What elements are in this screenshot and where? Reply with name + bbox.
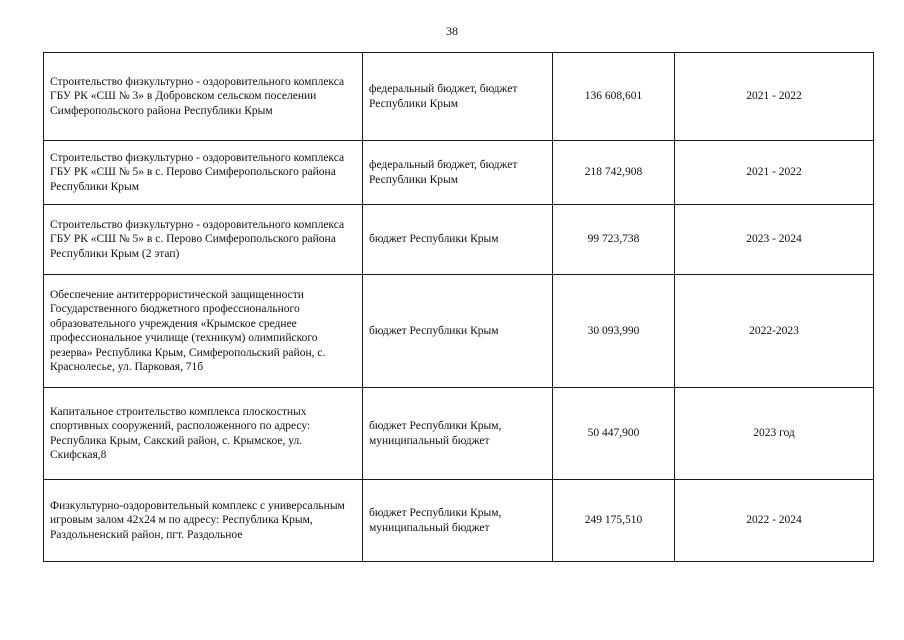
funding-table: [43, 52, 874, 562]
funding-source-cell: бюджет Республики Крым, муниципальный бюджет: [363, 388, 553, 480]
project-name-cell: Обеспечение антитеррористической защищенности Государственного бюджетного профессионального образовательного учреждения «Крымское среднее профессиональное училище (техникум) олимпийского резерва» Республика Крым, Симферопольский район, с. Краснолесье, ул. Парковая, 71б: [44, 275, 363, 388]
amount-cell: 218 742,908: [553, 141, 675, 205]
period-cell: 2022-2023: [675, 275, 874, 388]
table-row: [44, 388, 874, 480]
amount-cell: 99 723,738: [553, 205, 675, 275]
project-name-cell: Строительство физкультурно - оздоровительного комплекса ГБУ РК «СШ № 3» в Добровском сельском поселении Симферопольского района Республики Крым: [44, 53, 363, 141]
funding-source-cell: бюджет Республики Крым: [363, 205, 553, 275]
funding-source-cell: федеральный бюджет, бюджет Республики Крым: [363, 53, 553, 141]
project-name-cell: Физкультурно-оздоровительный комплекс с универсальным игровым залом 42x24 м по адресу: Республика Крым, Раздольненский район, пгт. Раздольное: [44, 480, 363, 562]
period-cell: 2021 - 2022: [675, 53, 874, 141]
funding-source-cell: федеральный бюджет, бюджет Республики Крым: [363, 141, 553, 205]
table-row: [44, 53, 874, 141]
table-row: [44, 141, 874, 205]
project-name-cell: Капитальное строительство комплекса плоскостных спортивных сооружений, расположенного по адресу: Республика Крым, Сакский район, с. Крымское, ул. Скифская,8: [44, 388, 363, 480]
amount-cell: 50 447,900: [553, 388, 675, 480]
period-cell: 2021 - 2022: [675, 141, 874, 205]
period-cell: 2023 - 2024: [675, 205, 874, 275]
table-row: [44, 480, 874, 562]
project-name-cell: Строительство физкультурно - оздоровительного комплекса ГБУ РК «СШ № 5» в с. Перово Симферопольского района Республики Крым (2 этап): [44, 205, 363, 275]
amount-cell: 249 175,510: [553, 480, 675, 562]
amount-cell: 136 608,601: [553, 53, 675, 141]
page-number: 38: [446, 24, 458, 38]
project-name-cell: Строительство физкультурно - оздоровительного комплекса ГБУ РК «СШ № 5» в с. Перово Симферопольского района Республики Крым: [44, 141, 363, 205]
table-row: [44, 275, 874, 388]
funding-source-cell: бюджет Республики Крым: [363, 275, 553, 388]
period-cell: 2022 - 2024: [675, 480, 874, 562]
amount-cell: 30 093,990: [553, 275, 675, 388]
table-row: [44, 205, 874, 275]
period-cell: 2023 год: [675, 388, 874, 480]
funding-source-cell: бюджет Республики Крым, муниципальный бюджет: [363, 480, 553, 562]
